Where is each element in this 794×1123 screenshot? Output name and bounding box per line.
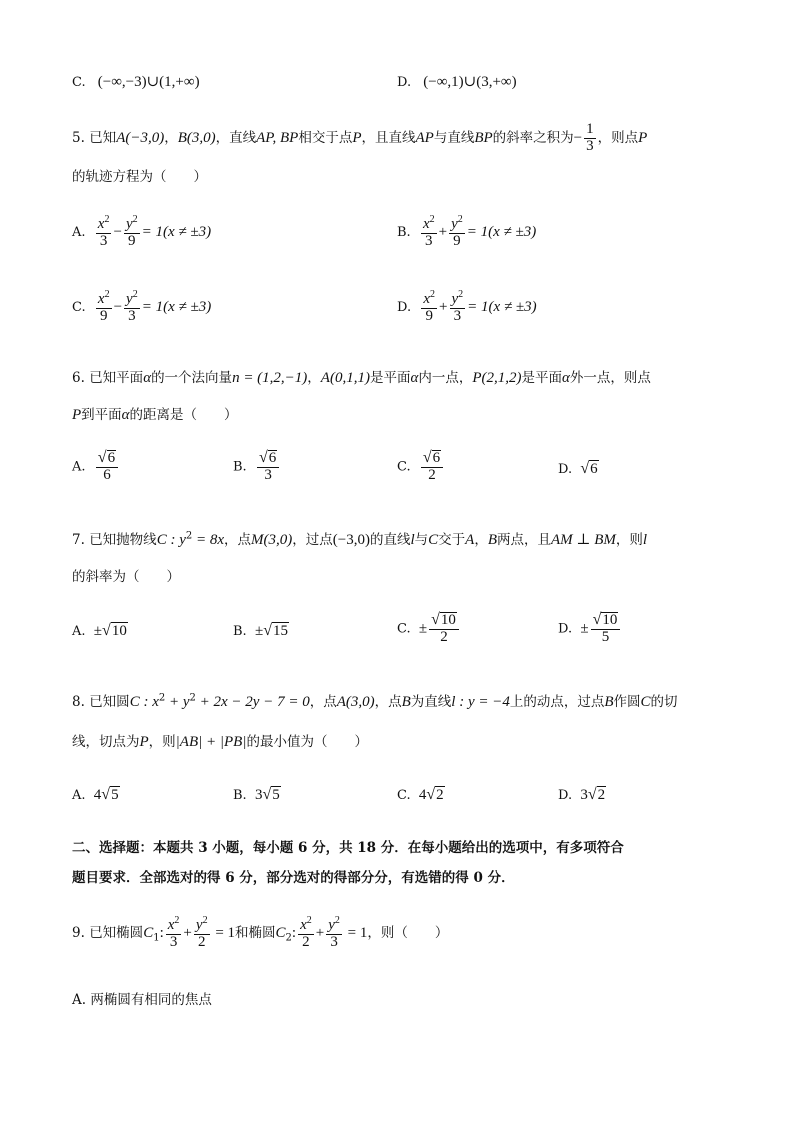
fraction-x: $\frac{x^2}{9}$ [423,289,436,324]
fraction-x: $\frac{x^2}{2}$ [300,915,312,950]
option-label: C. [397,459,411,475]
option-label: B. [233,788,247,803]
option-condition: = 1(x ≠ ±3) [141,223,212,240]
option-fraction: √ 6 6 [96,450,118,484]
q5-option-d: D. $\frac{x^2}{9}$ + $\frac{y^2}{3}$ = 1(x ≠ ±3) [397,289,537,324]
sqrt-value: √ 2 [426,786,444,803]
q4-option-c: C. (−∞,−3)∪(1,+∞) [72,74,200,90]
q7-option-a: A. ± √ 10 [72,622,127,639]
option-label: C. [397,621,411,637]
option-fraction: √ 10 5 [591,612,621,646]
q6-option-d [558,460,599,478]
option-fraction: √ 10 2 [429,612,459,646]
option-label: D. [558,462,573,477]
sqrt-value: √ 5 [262,786,280,803]
option-label: D. [558,788,573,803]
question-6-stem: 6. 已知平面α的一个法向量n = (1,2,−1)，A(0,1,1)是平面α内一点，P(2,1,2)是平面α外一点，则点 [72,370,651,386]
question-7-stem: 7. 已知抛物线C : $y^2 = 8x$，点M(3,0)，过点(−3,0)的直线l与C交于A，B两点，且AM ⊥ BM，则l [72,530,648,548]
option-label: C. [72,299,86,315]
sqrt-value: √ 10 [592,611,618,628]
option-label: B. [233,624,247,639]
slope-product-fraction: $\frac{1}{3}$ [586,121,594,154]
question-6-line2: P到平面α的距离是（ ） [72,407,238,423]
q8-option-c: C. 4 √ 2 [397,786,444,803]
question-9-stem: 9. 已知椭圆$C_1$: $\frac{x^2}{3}$ + $\frac{y^2}{2}$ = 1和椭圆$C_2$: $\frac{x^2}{2}$ + $\frac{y^2}{3}$ = 1，则（ ） [72,915,449,950]
question-8-stem: 8. 已知圆C : $x^2 + y^2 + 2x - 2y - 7 = 0$，点A(3,0)，点B为直线l : y = −4上的动点，过点B作圆C的切 [72,692,678,710]
fraction-x: $\frac{x^2}{9}$ [97,289,110,324]
option-fraction: √ 6 2 [421,450,443,484]
fraction-y: $\frac{y^2}{9}$ [125,214,138,249]
fraction-y: $\frac{y^2}{3}$ [451,289,464,324]
q6-option-c [397,450,445,484]
fraction-x: $\frac{x^2}{3}$ [422,214,435,249]
sqrt-value: √ 10 [431,611,456,628]
question-7-line2: 的斜率为（ ） [72,569,180,585]
option-label: D. [397,299,412,315]
sqrt-value: √ 2 [587,786,606,803]
sqrt-value: √ 10 [102,622,127,639]
option-label: C. [397,788,411,803]
sqrt-value: √ 6 [97,449,116,466]
q7-option-b: B. ± √ 15 [233,622,288,639]
q8-option-d: D. 3 √ 2 [558,786,606,803]
q7-option-d: D. ± √ 10 5 [558,612,622,646]
fraction-y: $\frac{y^2}{3}$ [126,289,138,324]
question-8-line2: 线，切点为P，则|AB| + |PB|的最小值为（ ） [72,734,368,750]
sqrt-value: √ 6 [422,449,441,466]
q5-option-a: A. $\frac{x^2}{3}$ − $\frac{y^2}{9}$ = 1(x ≠ ±3) [72,214,212,249]
option-condition: = 1(x ≠ ±3) [467,298,537,315]
option-label: A. [72,224,86,240]
sqrt-value: √ 6 [258,449,277,466]
section-2-heading-line2: 题目要求．全部选对的得 6 分，部分选对的得部分分，有选错的得 0 分． [72,870,515,886]
section-2-heading-line1: 二、选择题：本题共 3 小题，每小题 6 分，共 18 分．在每小题给出的选项中，有多项符合 [72,840,624,856]
q8-option-a: A. 4 √ 5 [72,786,119,803]
q5-option-c: C. $\frac{x^2}{9}$ − $\frac{y^2}{3}$ = 1(x ≠ ±3) [72,289,212,324]
sqrt-value: √ 15 [263,622,288,639]
sqrt-value: √ 5 [101,786,119,803]
option-label: B. [233,459,247,475]
fraction-y: $\frac{y^2}{2}$ [195,915,208,950]
q8-option-b: B. 3 √ 5 [233,786,280,803]
q5-option-b: B. $\frac{x^2}{3}$ + $\frac{y^2}{9}$ = 1(x ≠ ±3) [397,214,537,249]
option-label: A. [72,459,86,475]
q6-option-b [233,450,281,484]
q7-option-c: C. ± √ 10 2 [397,612,461,646]
sqrt-value: √ 6 [580,460,598,477]
option-label: A. [72,624,86,639]
q4-option-d-expr: (−∞,1)∪(3,+∞) [423,74,517,90]
option-label: B. [397,224,411,240]
q6-option-a [72,450,120,484]
question-5-line2: 的轨迹方程为（ ） [72,169,207,185]
option-fraction: √ 6 3 [257,450,279,484]
option-label: D. [558,621,573,637]
fraction-y: $\frac{y^2}{9}$ [451,214,463,249]
option-condition: = 1(x ≠ ±3) [141,298,212,315]
q4-option-c-expr: (−∞,−3)∪(1,+∞) [97,74,200,90]
fraction-y: $\frac{y^2}{3}$ [328,915,340,950]
q9-option-a: A. 两椭圆有相同的焦点 [72,992,212,1008]
option-condition: = 1(x ≠ ±3) [466,223,537,240]
fraction-x: $\frac{x^2}{3}$ [167,915,180,950]
question-5-stem: 5. 已知A(−3,0)，B(3,0)，直线AP, BP相交于点P，且直线AP与直线BP的斜率之积为− $\frac{1}{3}$ ，则点P [72,121,648,154]
fraction-x: $\frac{x^2}{3}$ [97,214,110,249]
q4-option-d: D. (−∞,1)∪(3,+∞) [397,74,517,90]
option-label: A. [72,788,86,803]
